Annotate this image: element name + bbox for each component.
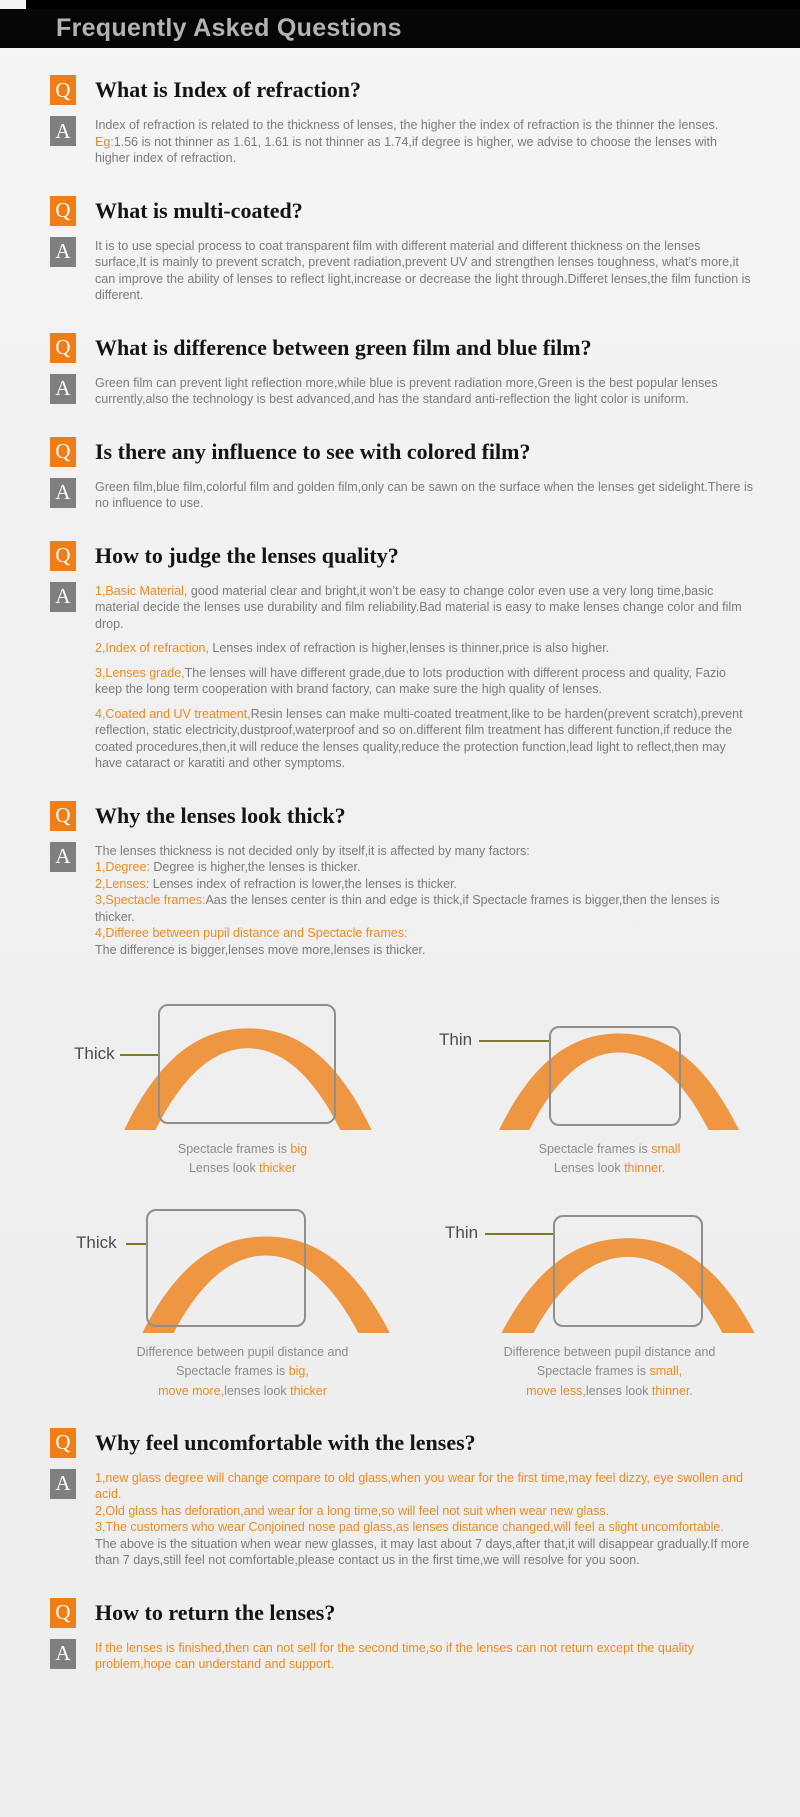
faq-item [50, 541, 755, 772]
thickness-label: Thin [445, 1222, 479, 1242]
text-run: 1,new glass degree will change compare to old glass,when you wear for the first time,may feel dizzy, eye swollen and acid. [95, 1470, 744, 1502]
answer-paragraph [95, 238, 755, 304]
faq-item [50, 333, 755, 408]
question-row [50, 1428, 755, 1458]
question-row [50, 1598, 755, 1628]
spectacle-frame-rect [549, 1026, 681, 1126]
text-run: 3,Spectacle frames: [95, 893, 206, 907]
faq-content [0, 75, 800, 1701]
text-run: Lenses look [553, 1161, 625, 1176]
answer-body [95, 374, 755, 408]
question-badge: Q [50, 1428, 76, 1458]
question-title: What is multi-coated? [95, 197, 303, 223]
answer-body [95, 237, 755, 304]
text-run: 4,Differee between pupil distance and Spectacle frames: [95, 926, 408, 940]
faq-item [50, 437, 755, 512]
answer-body [95, 116, 755, 167]
lens-diagram [70, 1000, 415, 1179]
text-run: Spectacle frames is [176, 1364, 289, 1379]
answer-paragraph [95, 1536, 755, 1569]
answer-paragraph [95, 640, 755, 657]
pointer-line [485, 1233, 553, 1235]
answer-paragraph [95, 134, 755, 167]
answer-row [50, 842, 755, 959]
diagram-caption-line [437, 1362, 782, 1381]
text-run: Difference between pupil distance and [503, 1344, 716, 1359]
diagram-caption [437, 1343, 782, 1401]
answer-body [95, 1639, 755, 1673]
answer-body [95, 582, 755, 772]
answer-badge: A [50, 478, 76, 508]
answer-badge: A [50, 582, 76, 612]
text-run: Green film,blue film,colorful film and golden film,only can be sawn on the surface when the lenses get sidelight.There is no influence to use. [95, 479, 753, 510]
diagram-caption-line [437, 1159, 782, 1178]
answer-badge: A [50, 842, 76, 872]
lens-diagram-grid [70, 1000, 735, 1401]
text-run: Index of refraction is related to the thickness of lenses, the higher the index of refraction is the thinner the lenses. [95, 118, 719, 132]
answer-paragraph [95, 375, 755, 408]
header-top-strip [0, 0, 800, 9]
diagram-canvas [70, 1000, 415, 1130]
answer-badge: A [50, 1469, 76, 1499]
faq-item [50, 1598, 755, 1673]
text-run: Aas the lenses center is thin and edge is thick,if Spectacle frames is bigger,then the lenses is thicker. [95, 893, 720, 924]
text-run: Resin lenses can make multi-coated treatment,like to be harden(prevent scratch),prevent reflection, static electricity,dustproof,waterproof and so on.different film treatment has different function,if reduce the coated procedures,then,it will reduce the lenses quality,reduce the protection function,lead light to reflect,then may have cataract or karatiti and other symptoms. [95, 706, 743, 770]
text-run: It is to use special process to coat transparent film with different material and different thickness on the lenses surface,It is mainly to prevent scratch, prevent radiation,prevent UV and strengthen lenses toughness, what’s more,it can improve the ability of lenses to reflect light,increase or decrease the light through.Differet lenses,the film function is different. [95, 238, 751, 302]
answer-paragraph [95, 859, 755, 876]
text-run: 1.56 is not thinner as 1.61, 1.61 is not thinner as 1.74,if degree is higher, we advise to choose the lenses with higher index of refraction. [95, 134, 717, 165]
answer-body [95, 842, 755, 959]
diagram-caption-line [70, 1343, 415, 1362]
text-run: thicker [290, 1383, 327, 1398]
question-title: Why feel uncomfortable with the lenses? [95, 1429, 476, 1455]
diagram-canvas [437, 1203, 782, 1333]
answer-badge: A [50, 237, 76, 267]
answer-row [50, 116, 755, 167]
answer-badge: A [50, 1639, 76, 1669]
question-row [50, 75, 755, 105]
text-run: lenses look [224, 1383, 291, 1398]
question-badge: Q [50, 333, 76, 363]
answer-paragraph [95, 925, 755, 942]
text-run: 2,Index of refraction, [95, 641, 209, 655]
faq-list-bottom [50, 1428, 755, 1673]
text-run: The above is the situation when wear new glasses, it may last about 7 days,after that,it will disappear gradually.If more than 7 days,still feel not comfortable,please contact us in the first time,we will resolve for you soon. [95, 1536, 750, 1568]
diagram-caption [70, 1140, 415, 1179]
answer-row [50, 237, 755, 304]
diagram-caption-line [70, 1362, 415, 1381]
text-run: thinner. [624, 1161, 666, 1176]
text-run: 1,Degree: [95, 860, 150, 874]
lens-diagram [437, 1203, 782, 1401]
text-run: The difference is bigger,lenses move more,lenses is thicker. [95, 942, 426, 957]
diagram-canvas [437, 1000, 782, 1130]
text-run: 1,Basic Material, [95, 583, 188, 598]
faq-item [50, 75, 755, 167]
answer-paragraph [95, 117, 755, 134]
answer-paragraph [95, 479, 755, 512]
question-badge: Q [50, 196, 76, 226]
diagram-caption-line [437, 1382, 782, 1401]
text-run: big [290, 1142, 308, 1156]
pointer-line [126, 1243, 146, 1245]
answer-badge: A [50, 116, 76, 146]
answer-paragraph [95, 843, 755, 860]
text-run: Spectacle frames is [538, 1142, 652, 1156]
faq-item [50, 801, 755, 959]
question-badge: Q [50, 1598, 76, 1628]
faq-item [50, 1428, 755, 1569]
question-row [50, 801, 755, 831]
text-run: Spectacle frames is [177, 1142, 291, 1156]
spectacle-frame-rect [553, 1215, 703, 1327]
page-header [0, 0, 800, 48]
answer-row [50, 1639, 755, 1673]
text-run: good material clear and bright,it won’t be easy to change color even use a very long time,basic material decide the lenses use durability and film reliability.Bad material is easy to make lenses change color and film drop. [95, 583, 742, 631]
diagram-caption-line [437, 1140, 782, 1159]
answer-paragraph [95, 706, 755, 772]
text-run: small [651, 1142, 681, 1156]
diagram-caption-line [70, 1159, 415, 1178]
text-run: 4,Coated and UV treatment, [95, 706, 251, 721]
text-run: 3,Lenses grade, [95, 665, 185, 680]
spectacle-frame-rect [146, 1209, 306, 1327]
question-title: What is Index of refraction? [95, 77, 362, 102]
text-run: move less, [526, 1383, 586, 1398]
text-run: Lenses index of refraction is higher,lenses is thinner,price is also higher. [208, 641, 610, 655]
answer-row [50, 478, 755, 512]
diagram-caption-line [437, 1343, 782, 1362]
thickness-label: Thick [76, 1232, 117, 1252]
answer-row [50, 374, 755, 408]
text-run: 2,Old glass has deforation,and wear for a long time,so will feel not suit when wear new glass. [95, 1503, 610, 1518]
answer-paragraph [95, 1503, 755, 1520]
answer-badge: A [50, 374, 76, 404]
text-run: lenses look [585, 1383, 652, 1398]
text-run: thinner. [651, 1383, 693, 1398]
faq-item [50, 196, 755, 304]
pointer-line [479, 1040, 549, 1042]
diagram-caption-line [70, 1382, 415, 1401]
text-run: Difference between pupil distance and [136, 1344, 349, 1359]
answer-paragraph [95, 892, 755, 925]
text-run: 3,The customers who wear Conjoined nose pad glass,as lenses distance changed,will feel a slight uncomfortable. [95, 1520, 724, 1535]
answer-body [95, 1469, 755, 1569]
text-run: The lenses thickness is not decided only by itself,it is affected by many factors: [95, 843, 530, 858]
text-run: The lenses will have different grade,due to lots production with different process and quality, Fazio keep the long term cooperation with brand factory, can make sure the high quality of lenses. [95, 665, 726, 696]
question-badge: Q [50, 541, 76, 571]
question-title: How to judge the lenses quality? [95, 542, 399, 568]
text-run: small, [649, 1364, 683, 1379]
lens-diagram [70, 1203, 415, 1401]
faq-list-top [50, 75, 755, 958]
text-run: big, [288, 1364, 309, 1379]
answer-paragraph [95, 942, 755, 959]
answer-row [50, 582, 755, 772]
question-badge: Q [50, 75, 76, 105]
thickness-label: Thin [439, 1030, 473, 1049]
question-row [50, 541, 755, 571]
text-run: Lenses look [188, 1161, 260, 1176]
question-badge: Q [50, 437, 76, 467]
question-title: What is difference between green film and blue film? [95, 334, 592, 360]
answer-paragraph [95, 1470, 755, 1503]
spectacle-frame-rect [158, 1004, 336, 1124]
thickness-label: Thick [74, 1044, 115, 1063]
text-run: Lenses index of refraction is lower,the lenses is thicker. [149, 876, 458, 891]
diagram-canvas [70, 1203, 415, 1333]
text-run: 2,Lenses: [95, 876, 150, 891]
answer-body [95, 478, 755, 512]
answer-paragraph [95, 583, 755, 633]
answer-paragraph [95, 876, 755, 893]
answer-paragraph [95, 665, 755, 698]
question-title: Why the lenses look thick? [95, 802, 346, 828]
question-row [50, 437, 755, 467]
text-run: Green film can prevent light reflection more,while blue is prevent radiation more,Green is the best popular lenses currently,also the technology is best advanced,and has the standard anti-reflection the light color is uniform. [95, 375, 718, 406]
text-run: Spectacle frames is [536, 1364, 650, 1379]
lens-diagram [437, 1000, 782, 1179]
question-badge: Q [50, 801, 76, 831]
answer-paragraph [95, 1640, 755, 1673]
text-run: Degree is higher,the lenses is thicker. [149, 860, 361, 874]
question-title: How to return the lenses? [95, 1599, 336, 1625]
diagram-caption [70, 1343, 415, 1401]
question-row [50, 333, 755, 363]
text-run: If the lenses is finished,then can not sell for the second time,so if the lenses can not return except the quality problem,hope can understand and support. [95, 1640, 694, 1672]
text-run: thicker [259, 1161, 296, 1176]
header-bar [0, 9, 800, 48]
diagram-caption [437, 1140, 782, 1179]
diagram-caption-line [70, 1140, 415, 1159]
answer-paragraph [95, 1519, 755, 1536]
answer-row [50, 1469, 755, 1569]
question-row [50, 196, 755, 226]
text-run: Eg: [95, 134, 114, 149]
question-title: Is there any influence to see with colored film? [95, 438, 531, 464]
pointer-line [120, 1054, 158, 1056]
page-title: Frequently Asked Questions [56, 14, 402, 42]
text-run: move more, [158, 1383, 225, 1398]
